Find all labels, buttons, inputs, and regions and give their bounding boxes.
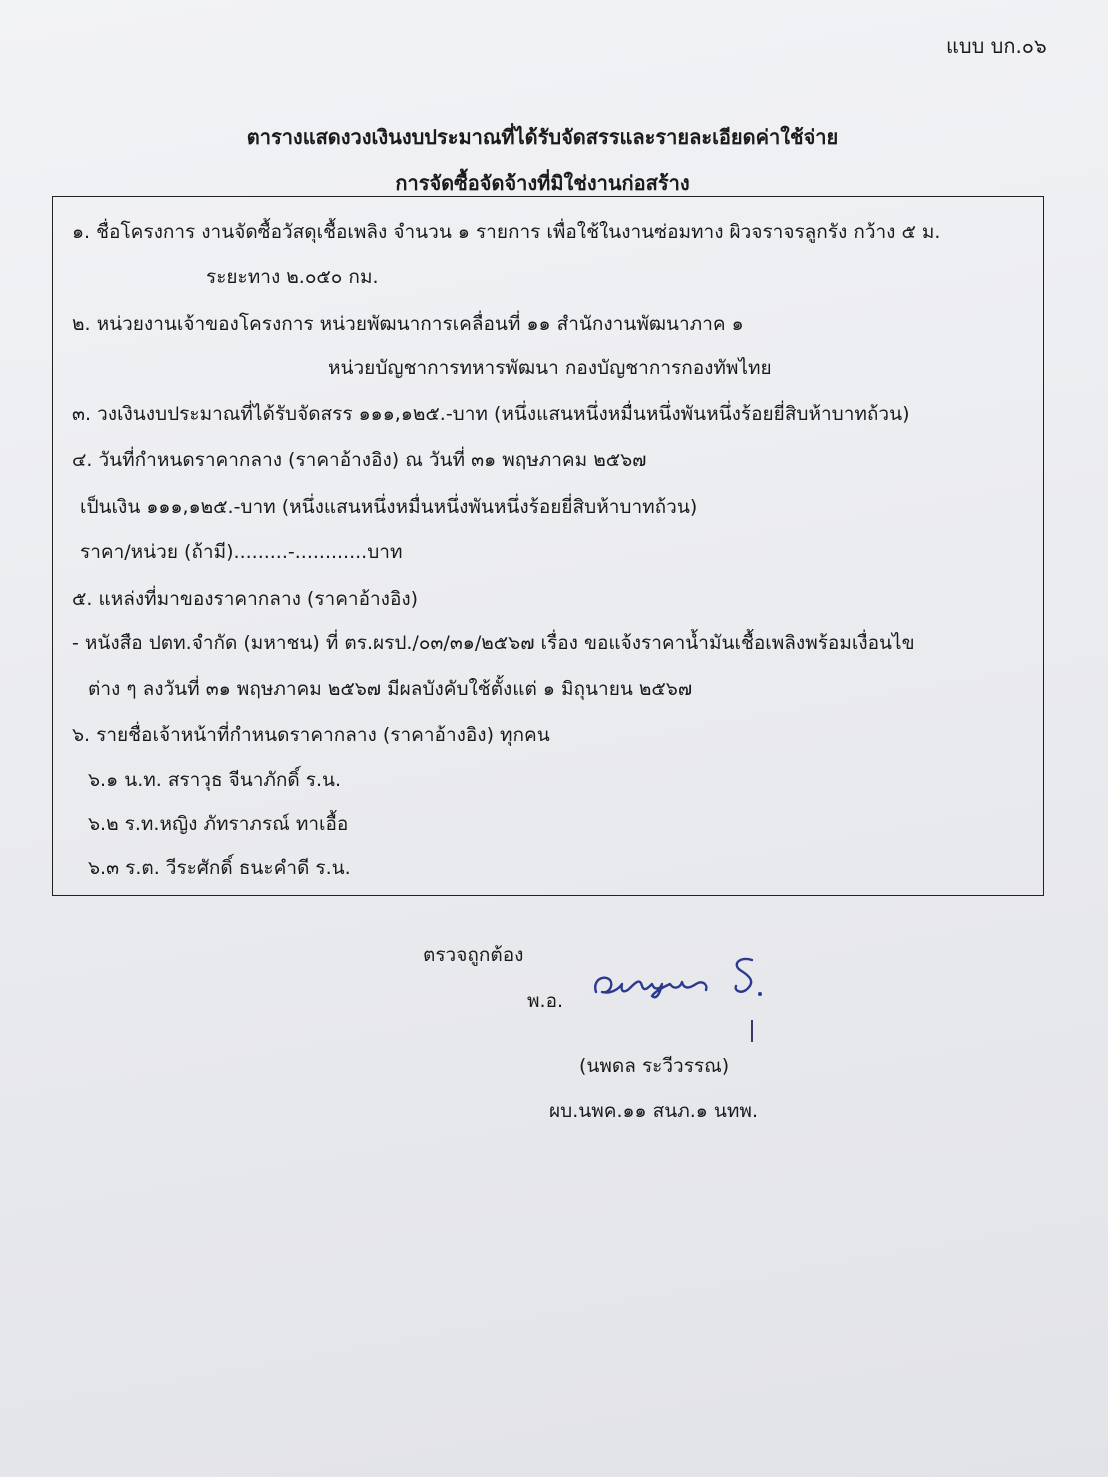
price-source-heading: ๕. แหล่งที่มาของราคากลาง (ราคาอ้างอิง) (72, 588, 419, 610)
project-distance: ระยะทาง ๒.๐๕๐ กม. (206, 266, 379, 288)
signature-mark (751, 1020, 753, 1042)
document-title: ตารางแสดงวงเงินงบประมาณที่ได้รับจัดสรรและรายละเอียดค่าใช้จ่าย (246, 125, 839, 149)
project-name: ๑. ชื่อโครงการ งานจัดซื้อวัสดุเชื้อเพลิง จำนวน ๑ รายการ เพื่อใช้ในงานซ่อมทาง ผิวจราจรลูกรัง กว้าง ๕ ม. (72, 221, 941, 243)
owner-agency-cont: หน่วยบัญชาการทหารพัฒนา กองบัญชาการกองทัพไทย (328, 357, 772, 379)
signer-rank: พ.อ. (527, 990, 564, 1012)
signer-name: (นพดล ระวีวรรณ) (579, 1055, 730, 1077)
form-code: แบบ บก.๐๖ (946, 34, 1047, 58)
certification-label: ตรวจถูกต้อง (423, 944, 524, 966)
price-source-detail-cont: ต่าง ๆ ลงวันที่ ๓๑ พฤษภาคม ๒๕๖๗ มีผลบังคับใช้ตั้งแต่ ๑ มิถุนายน ๒๕๖๗ (88, 678, 693, 700)
official-item: ๖.๓ ร.ต. วีระศักดิ์ ธนะคำดี ร.น. (88, 857, 351, 879)
document-subtitle: การจัดซื้อจัดจ้างที่มิใช่งานก่อสร้าง (395, 171, 690, 195)
owner-agency: ๒. หน่วยงานเจ้าของโครงการ หน่วยพัฒนาการเคลื่อนที่ ๑๑ สำนักงานพัฒนาภาค ๑ (72, 313, 744, 335)
signer-position: ผบ.นพค.๑๑ สนภ.๑ นทพ. (549, 1100, 758, 1122)
official-item: ๖.๒ ร.ท.หญิง ภัทราภรณ์ ทาเอื้อ (88, 813, 349, 835)
officials-heading: ๖. รายชื่อเจ้าหน้าที่กำหนดราคากลาง (ราคาอ้างอิง) ทุกคน (72, 724, 550, 746)
price-source-detail: - หนังสือ ปตท.จำกัด (มหาชน) ที่ ตร.ผรป./๐๓/๓๑/๒๕๖๗ เรื่อง ขอแจ้งราคาน้ำมันเชื้อเพลิงพร้อมเงื่อนไข (72, 632, 915, 654)
price-per-unit: ราคา/หน่วย (ถ้ามี).........-............บาท (80, 541, 403, 563)
price-date: ๔. วันที่กำหนดราคากลาง (ราคาอ้างอิง) ณ วันที่ ๓๑ พฤษภาคม ๒๕๖๗ (72, 449, 647, 471)
budget-line: ๓. วงเงินงบประมาณที่ได้รับจัดสรร ๑๑๑,๑๒๕.-บาท (หนึ่งแสนหนึ่งหมื่นหนึ่งพันหนึ่งร้อยยี่สิบห้าบาทถ้วน) (72, 403, 910, 425)
price-amount: เป็นเงิน ๑๑๑,๑๒๕.-บาท (หนึ่งแสนหนึ่งหมื่นหนึ่งพันหนึ่งร้อยยี่สิบห้าบาทถ้วน) (80, 496, 698, 518)
official-item: ๖.๑ น.ท. สราวุธ จีนาภักดิ์ ร.น. (88, 769, 342, 791)
handwritten-signature (590, 950, 770, 1010)
